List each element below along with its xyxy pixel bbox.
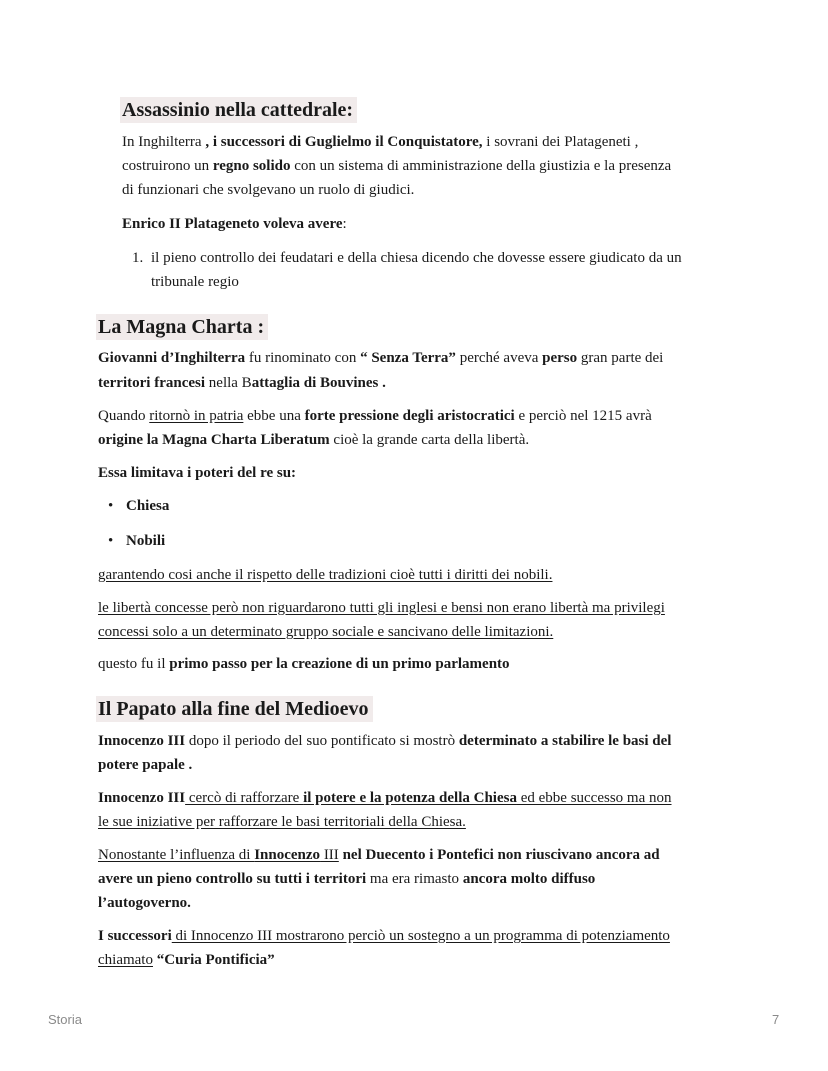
list-item-line1: il pieno controllo dei feudatari e della chiesa dicendo che dovesse essere giudicato da un — [151, 250, 682, 266]
underlined-text: di Innocenzo III mostrarono perciò un sostegno a un programma di potenziamento — [171, 928, 670, 944]
bullet-dot: • — [108, 533, 114, 549]
text-run: e perciò nel 1215 avrà — [514, 408, 652, 424]
paragraph-essa-limitava — [98, 461, 296, 485]
paragraph-inghilterra-line1 — [122, 130, 638, 154]
text-run: dopo il periodo del suo pontificato si mostrò — [185, 733, 459, 749]
bold-text: I successori — [98, 928, 172, 944]
text-run: In Inghilterra — [122, 134, 206, 150]
paragraph-nonostante-line1 — [98, 843, 660, 867]
paragraph-innocenzo-line2 — [98, 753, 192, 777]
paragraph-innocenzo-line1 — [98, 729, 671, 753]
section-heading-assassinio: Assassinio nella cattedrale: — [120, 97, 357, 123]
footer-subject: Storia — [48, 1012, 82, 1027]
text-run: costruirono un — [122, 158, 213, 174]
underlined-text: Nonostante l’influenza di — [98, 847, 255, 863]
bold-text: Giovanni d’Inghilterra — [98, 350, 246, 366]
text-run: gran parte dei — [577, 350, 664, 366]
bold-text: Nobili — [126, 533, 166, 549]
paragraph-rafforzare-line1 — [98, 786, 672, 810]
paragraph-giovanni-line2 — [98, 371, 386, 395]
paragraph-successori-line1 — [98, 924, 670, 948]
text-run: i sovrani dei Platageneti , — [482, 134, 639, 150]
bold-text: origine la Magna Charta Liberatum — [98, 432, 330, 448]
bold-text: determinato a stabilire le basi del — [458, 733, 672, 749]
paragraph-garantendo: garantendo cosi anche il rispetto delle tradizioni cioè tutti i diritti dei nobili. — [98, 567, 553, 583]
bold-text: l’autogoverno. — [98, 895, 191, 911]
bold-text: “ Senza Terra” — [360, 350, 456, 366]
section-heading-magna-charta: La Magna Charta : — [96, 314, 268, 340]
bold-text: Essa limitava i poteri del re su: — [98, 465, 297, 481]
bold-underlined-text: Innocenzo — [254, 847, 321, 863]
bold-text: avere un pieno controllo su tutti i territori — [98, 871, 367, 887]
bold-text: primo passo per la creazione di un primo parlamento — [169, 656, 510, 672]
bold-text: territori francesi — [98, 375, 206, 391]
paragraph-giovanni-line1 — [98, 346, 663, 370]
text-run: perché aveva — [455, 350, 543, 366]
bold-text: ancora molto diffuso — [462, 871, 596, 887]
bold-text: nel Duecento i Pontefici non riuscivano ancora ad — [338, 847, 660, 863]
paragraph-liberta-line2: concessi solo a un determinato gruppo sociale e sancivano delle limitazioni. — [98, 624, 554, 640]
bold-text: “Curia Pontificia” — [156, 952, 275, 968]
bold-text: Chiesa — [126, 498, 170, 514]
underlined-text: chiamato — [98, 952, 153, 968]
paragraph-successori-line2 — [98, 948, 275, 972]
paragraph-inghilterra-line3 — [122, 178, 414, 202]
bold-text: forte pressione degli aristocratici — [304, 408, 515, 424]
text-run: con un sistema di amministrazione della giustizia e la presenza — [290, 158, 672, 174]
text-run: di funzionari che svolgevano un ruolo di giudici. — [122, 182, 415, 198]
text-run: cioè la grande carta della libertà. — [329, 432, 530, 448]
bullet-item-chiesa — [126, 494, 169, 518]
text-run: ebbe una — [243, 408, 305, 424]
bold-text: , i successori di Guglielmo il Conquistatore, — [205, 134, 483, 150]
bold-text: regno solido — [212, 158, 291, 174]
paragraph-nonostante-line2 — [98, 867, 595, 891]
underlined-text: ritornò in patria — [149, 408, 244, 424]
bold-text: attaglia di Bouvines . — [251, 375, 386, 391]
bold-text: Innocenzo III — [98, 790, 186, 806]
paragraph-rafforzare-line2: le sue iniziative per rafforzare le basi territoriali della Chiesa. — [98, 814, 466, 830]
text-run: fu rinominato con — [245, 350, 361, 366]
bullet-dot: • — [108, 498, 114, 514]
bold-text: potere papale . — [98, 757, 193, 773]
bold-text: perso — [542, 350, 578, 366]
bold-text: Innocenzo III — [98, 733, 186, 749]
paragraph-inghilterra-line2 — [122, 154, 671, 178]
page-number: 7 — [772, 1012, 780, 1027]
text-run: questo fu il — [98, 656, 170, 672]
paragraph-liberta-line1: le libertà concesse però non riguardarono tutti gli inglesi e bensi non erano libertà ma privilegi — [98, 600, 665, 616]
paragraph-quando-line2 — [98, 428, 529, 452]
paragraph-primo-passo — [98, 652, 510, 676]
bold-text: Enrico II Platageneto voleva avere — [122, 216, 343, 232]
list-marker: 1. — [132, 250, 144, 266]
underlined-text: cercò di rafforzare — [185, 790, 304, 806]
underlined-text: ed ebbe successo ma non — [516, 790, 672, 806]
bullet-item-nobili — [126, 529, 165, 553]
bold-underlined-text: il potere e la potenza della Chiesa — [303, 790, 517, 806]
text-run: : — [342, 216, 347, 232]
text-run: Quando — [98, 408, 150, 424]
paragraph-nonostante-line3 — [98, 891, 191, 915]
paragraph-enrico — [122, 212, 347, 236]
text-run: ma era rimasto — [366, 871, 463, 887]
list-item-line2: tribunale regio — [151, 274, 239, 290]
text-run: nella B — [205, 375, 252, 391]
underlined-text: III — [320, 847, 339, 863]
section-heading-papato: Il Papato alla fine del Medioevo — [96, 696, 373, 722]
paragraph-quando-line1 — [98, 404, 652, 428]
